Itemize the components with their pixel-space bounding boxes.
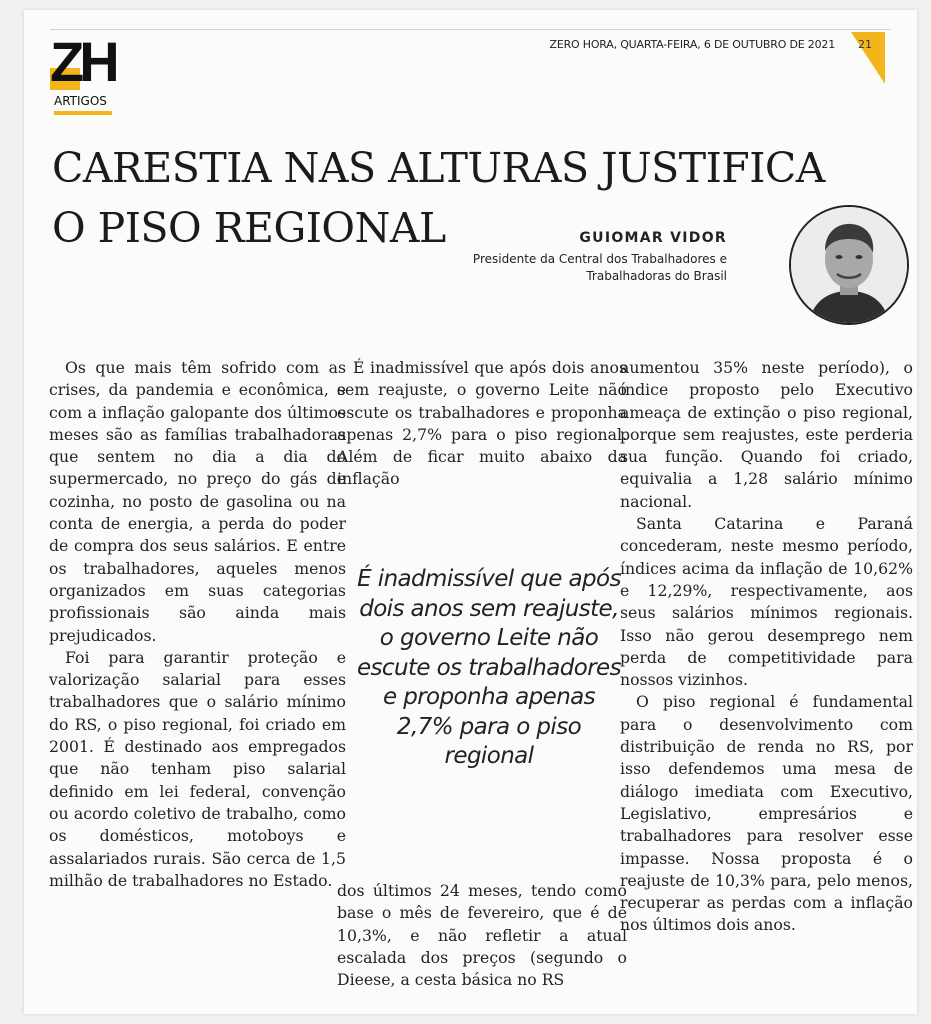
section-underline — [54, 111, 112, 115]
top-rule — [50, 29, 891, 30]
zh-logo — [50, 30, 152, 93]
section-label: ARTIGOS — [54, 94, 107, 108]
paragraph: Santa Catarina e Paraná concederam, neste mesmo período, índices acima da inflação de 10,62% e 12,29%, respectivamente, aos seus salários mínimos regionais. Isso não gerou desemprego nem perda de competitividade para nossos vizinhos. — [620, 514, 913, 690]
paragraph: Os que mais têm sofrido com as crises, da pandemia e econômica, e com a inflação galopante dos últimos meses são as famílias trabalhadoras que sentem no dia a dia do supermercado, no preço do gás de cozinha, no posto de gasolina ou na conta de energia, a perda do poder de compra dos seus salários. E entre os trabalhadores, aqueles menos organizados em suas categorias profissionais são ainda mais prejudicados. — [49, 358, 346, 645]
author-role-line-2: Trabalhadoras do Brasil — [586, 269, 727, 283]
paragraph-continued: dos últimos 24 meses, tendo como base o mês de fevereiro, que é de 10,3%, e não refletir a atual escalada dos preços (segundo o Dieese, a cesta básica no RS — [337, 881, 627, 990]
author-portrait-icon — [791, 207, 907, 323]
column-1 — [49, 357, 346, 892]
byline — [473, 230, 727, 285]
column-2-bottom — [337, 880, 627, 991]
headline-line-1: CARESTIA NAS ALTURAS JUSTIFICA — [52, 144, 825, 192]
paragraph: Foi para garantir proteção e valorização salarial para esses trabalhadores que o salário mínimo do RS, o piso regional, foi criado em 2001. É destinado aos empregados que não tenham piso salarial definido em lei federal, convenção ou acordo coletivo de trabalho, como os domésticos, motoboys e assalariados rurais. São cerca de 1,5 milhão de trabalhadores no Estado. — [49, 647, 346, 890]
column-3 — [620, 357, 913, 937]
author-photo — [789, 205, 909, 325]
column-2-top — [337, 357, 627, 491]
page-number-tab — [851, 32, 885, 84]
author-name: GUIOMAR VIDOR — [579, 230, 727, 246]
pull-quote: É inadmissível que após dois anos sem reajuste, o governo Leite não escute os trabalhadores e proponha apenas 2,7% para o piso regional — [357, 566, 621, 769]
logo-text: ZH — [50, 30, 115, 93]
page-number: 21 — [858, 38, 872, 51]
paragraph-continued: aumentou 35% neste período), o índice proposto pelo Executivo ameaça de extinção o piso regional, porque sem reajustes, este perderia sua função. Quando foi criado, equivalia a 1,28 salário mínimo nacional. — [620, 358, 913, 511]
dateline: ZERO HORA, QUARTA-FEIRA, 6 DE OUTUBRO DE 2021 — [549, 38, 835, 51]
headline-line-2: O PISO REGIONAL — [52, 204, 446, 252]
newspaper-page — [24, 10, 917, 1014]
paragraph: É inadmissível que após dois anos sem reajuste, o governo Leite não escute os trabalhadores e proponha apenas 2,7% para o piso regional. Além de ficar muito abaixo da inflação — [337, 358, 627, 489]
author-role-line-1: Presidente da Central dos Trabalhadores e — [472, 252, 727, 266]
paragraph: O piso regional é fundamental para o desenvolvimento com distribuição de renda no RS, por isso defendemos uma mesa de diálogo imediata com Executivo, Legislativo, empresários e trabalhadores para resolver esse impasse. Nossa proposta é o reajuste de 10,3% para, pelo menos, recuperar as perdas com a inflação nos últimos dois anos. — [620, 692, 913, 935]
